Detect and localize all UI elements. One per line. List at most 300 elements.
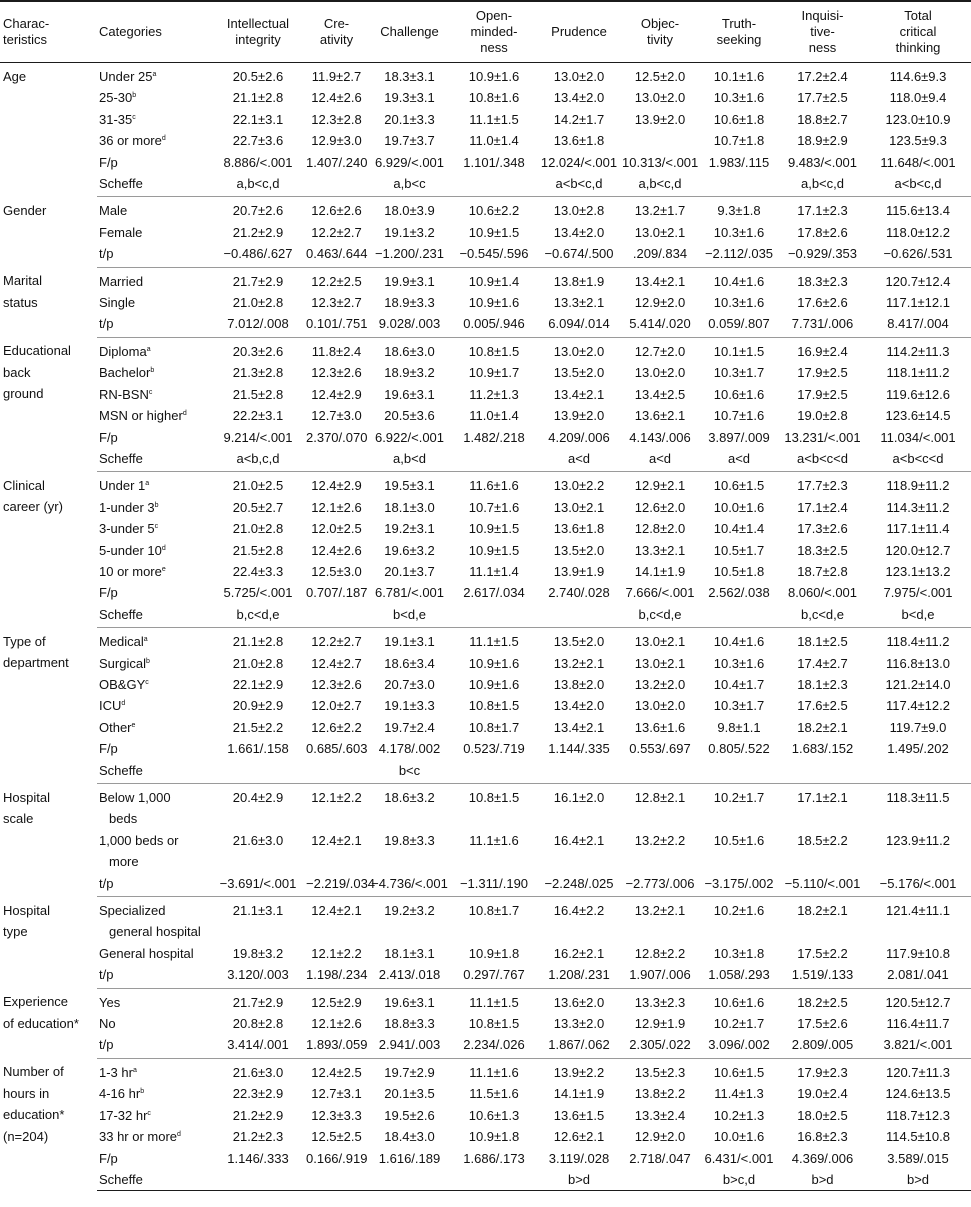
value-cell-truth-seeking: 10.5±1.6 [713,832,765,848]
value-cell-intellectual-integrity: 21.0±2.8 [232,295,284,311]
value-cell-intellectual-integrity: 5.725/<.001 [223,585,293,601]
value-cell-total-critical-thinking: 118.0±12.2 [885,224,950,240]
value-cell-truth-seeking: −3.175/.002 [698,873,780,897]
value-cell-challenge: 18.8±3.3 [384,1016,435,1032]
value-cell-total-critical-thinking: 124.6±13.5 [885,1086,951,1102]
value-cell-total-critical-thinking: 117.4±12.2 [885,698,950,714]
table-row [0,384,971,405]
category-label: 10 or more [99,563,162,579]
value-cell-objectivity: 13.0±2.0 [634,90,686,106]
table-row [0,427,971,448]
category-label: F/p [99,429,118,445]
table-row [0,784,971,830]
value-cell-creativity: 1.198/.234 [306,964,367,988]
value-cell-open-mindedness: 11.0±1.4 [469,133,519,149]
value-cell-intellectual-integrity: 9.214/<.001 [223,429,293,445]
value-cell-creativity: 12.1±2.6 [311,499,362,515]
category-superscript: c [145,678,149,686]
value-cell-intellectual-integrity: a,b<c,d [210,173,306,197]
category-label: F/p [99,585,118,601]
value-cell-open-mindedness: 10.8±1.6 [468,90,520,106]
value-cell-open-mindedness: 0.523/.719 [463,741,525,757]
value-cell-inquisitiveness: 18.9±2.9 [797,133,848,149]
category-cell [97,674,210,695]
value-cell-inquisitiveness: 8.060/<.001 [787,585,858,601]
category-label: Scheffe [99,450,143,466]
category-label: Scheffe [99,176,143,192]
value-cell-total-critical-thinking: 2.081/.041 [865,964,971,988]
value-cell-inquisitiveness: 16.8±2.3 [797,1129,848,1145]
value-cell-intellectual-integrity: 21.2±2.3 [232,1129,284,1145]
value-cell-prudence: 1.867/.062 [536,1034,622,1058]
header-intellectual-integrity: Intellectual integrity [210,1,306,63]
category-cell [97,472,210,497]
category-cell [97,582,210,603]
value-cell-open-mindedness: 11.1±1.5 [469,111,519,127]
value-cell-challenge: 19.1±3.1 [384,634,435,650]
value-cell-total-critical-thinking: 114.5±10.8 [885,1129,950,1145]
value-cell-total-critical-thinking: 120.0±12.7 [885,542,951,558]
value-cell-total-critical-thinking: 118.0±9.4 [889,90,947,106]
value-cell-truth-seeking: b>c,d [698,1169,780,1191]
value-cell-truth-seeking: 10.2±1.6 [713,903,765,919]
value-cell-challenge: a,b<c [367,173,452,197]
category-label: 1-under 3 [99,499,155,515]
category-label: Male [99,203,128,219]
value-cell-open-mindedness: 1.686/.173 [463,1150,525,1166]
value-cell-creativity: 12.4±2.1 [311,832,362,848]
table-row [0,717,971,738]
value-cell-truth-seeking: 11.4±1.3 [714,1086,764,1102]
category-label: RN-BSN [99,386,149,402]
value-cell-total-critical-thinking: 118.7±12.3 [885,1107,950,1123]
value-cell-total-critical-thinking: 8.417/.004 [865,313,971,337]
value-cell-objectivity: 13.3±2.1 [634,542,686,558]
table-row [0,87,971,108]
value-cell-objectivity [622,130,698,151]
value-cell-objectivity [622,760,698,784]
value-cell-objectivity: 7.666/<.001 [625,585,695,601]
value-cell-creativity: 12.7±3.1 [311,1086,362,1102]
value-cell-challenge: 18.1±3.0 [384,499,435,515]
table-row [0,628,971,653]
value-cell-open-mindedness: 10.9±1.5 [468,224,520,240]
value-cell-open-mindedness: 10.9±1.8 [468,945,520,961]
category-cell [97,337,210,362]
value-cell-challenge: 2.941/.003 [367,1034,452,1058]
value-cell-total-critical-thinking: 116.4±11.7 [886,1016,950,1032]
value-cell-total-critical-thinking: 119.6±12.6 [885,386,950,402]
value-cell-open-mindedness: 10.9±1.8 [468,1129,520,1145]
category-label: Scheffe [99,762,143,778]
value-cell-total-critical-thinking: 118.4±11.2 [886,634,950,650]
value-cell-intellectual-integrity: 21.5±2.2 [232,719,284,735]
value-cell-open-mindedness: 10.9±1.6 [468,69,520,84]
value-cell-truth-seeking: 10.0±1.6 [713,1129,765,1145]
table-row [0,222,971,243]
table-row [0,561,971,582]
value-cell-total-critical-thinking: 123.9±11.2 [885,832,950,848]
value-cell-objectivity: 14.1±1.9 [634,563,686,579]
value-cell-inquisitiveness: 17.6±2.6 [797,295,848,311]
value-cell-prudence: a<d [536,448,622,472]
table-body [0,63,971,1191]
value-cell-challenge: 19.3±3.1 [384,90,435,106]
value-cell-objectivity: 12.8±2.2 [634,945,686,961]
value-cell-creativity: 0.707/.187 [306,585,368,601]
table-row [0,738,971,759]
value-cell-truth-seeking: 10.4±1.6 [713,273,765,289]
value-cell-objectivity: 12.9±2.0 [634,1129,686,1145]
value-cell-total-critical-thinking: 117.9±10.8 [885,945,950,961]
value-cell-truth-seeking: 0.805/.522 [708,741,770,757]
value-cell-truth-seeking: a<d [698,448,780,472]
value-cell-truth-seeking: 10.7±1.6 [713,408,765,424]
value-cell-open-mindedness: 11.0±1.4 [469,408,519,424]
value-cell-challenge: −1.200/.231 [367,243,452,267]
category-cell [97,448,210,472]
value-cell-objectivity: 13.0±2.0 [634,365,686,381]
value-cell-truth-seeking: 9.3±1.8 [717,203,761,219]
value-cell-truth-seeking: 10.6±1.5 [713,1064,765,1080]
category-label: t/p [99,967,114,983]
value-cell-inquisitiveness: −0.929/.353 [780,243,865,267]
value-cell-prudence: 13.3±2.0 [553,1016,605,1032]
value-cell-intellectual-integrity [210,760,306,784]
value-cell-intellectual-integrity: 20.5±2.7 [232,499,284,515]
value-cell-objectivity: 4.143/.006 [629,429,691,445]
category-label: 5-under 10 [99,542,162,558]
value-cell-intellectual-integrity: 20.3±2.6 [232,343,284,359]
value-cell-open-mindedness: 10.8±1.7 [468,719,520,735]
value-cell-truth-seeking: 6.431/<.001 [704,1150,774,1166]
category-cell [97,540,210,561]
value-cell-creativity: 12.1±2.2 [311,790,362,805]
value-cell-objectivity: 0.553/.697 [629,741,691,757]
value-cell-challenge: 20.1±3.7 [384,563,435,579]
value-cell-truth-seeking: 3.096/.002 [698,1034,780,1058]
value-cell-truth-seeking: 10.3±1.8 [713,945,765,961]
table-row [0,405,971,426]
value-cell-creativity: 12.5±3.0 [311,563,362,579]
value-cell-objectivity: 13.0±2.1 [634,655,686,671]
value-cell-objectivity: 12.9±1.9 [634,1016,686,1032]
category-label: Bachelor [99,365,151,381]
value-cell-objectivity: a,b<c,d [622,173,698,197]
table-row [0,173,971,197]
value-cell-intellectual-integrity: 21.5±2.8 [232,542,284,558]
table-row [0,518,971,539]
category-label: Medical [99,634,144,650]
value-cell-prudence [536,760,622,784]
value-cell-challenge: 1.616/.189 [378,1150,441,1166]
value-cell-inquisitiveness: 17.9±2.5 [797,365,848,381]
value-cell-prudence: 13.4±2.0 [553,224,605,240]
table-row [0,109,971,130]
value-cell-intellectual-integrity: 21.0±2.5 [232,478,284,494]
category-superscript: d [177,1131,181,1139]
value-cell-inquisitiveness: −5.110/<.001 [780,873,865,897]
value-cell-objectivity: 13.2±2.0 [634,676,686,692]
table-row [0,337,971,362]
value-cell-creativity: 12.4±2.9 [311,386,362,402]
category-label: Below 1,000 beds [99,790,171,827]
category-cell [97,964,210,988]
value-cell-prudence: 16.4±2.2 [553,903,605,919]
value-cell-creativity: 12.4±2.7 [311,655,362,671]
value-cell-open-mindedness: 10.6±2.2 [468,203,520,219]
value-cell-total-critical-thinking: 123.5±9.3 [889,133,947,149]
value-cell-total-critical-thinking: 120.5±12.7 [885,994,951,1010]
value-cell-inquisitiveness: 2.809/.005 [780,1034,865,1058]
value-cell-open-mindedness [452,760,536,784]
value-cell-open-mindedness [452,173,536,197]
category-superscript: a [146,345,151,353]
value-cell-prudence: −2.248/.025 [536,873,622,897]
value-cell-prudence: 13.6±1.8 [553,521,605,537]
category-label: Under 1 [99,478,146,494]
table-row [0,760,971,784]
characteristic-label: Age [3,69,27,84]
value-cell-inquisitiveness: b,c<d,e [780,604,865,628]
value-cell-prudence: 13.9±2.0 [553,408,605,424]
value-cell-intellectual-integrity: 22.3±2.9 [232,1086,284,1102]
value-cell-inquisitiveness: 18.1±2.3 [797,676,848,692]
category-cell [97,197,210,222]
value-cell-total-critical-thinking: 118.1±11.2 [886,365,950,381]
value-cell-inquisitiveness: 17.5±2.6 [797,1016,848,1032]
category-cell [97,1013,210,1034]
value-cell-challenge: 18.6±3.0 [384,343,435,359]
category-superscript: a [143,636,148,644]
value-cell-prudence: 13.8±1.9 [553,273,605,289]
value-cell-objectivity: 12.7±2.0 [634,343,686,359]
header-creativity: Cre- ativity [306,1,367,63]
value-cell-objectivity: 13.4±2.5 [634,386,686,402]
characteristic-label: Clinical career (yr) [3,477,63,515]
value-cell-creativity: 0.101/.751 [306,313,367,337]
value-cell-prudence: 13.6±1.5 [553,1107,605,1123]
value-cell-intellectual-integrity: 1.146/.333 [227,1150,289,1166]
value-cell-objectivity: 13.6±2.1 [634,408,686,424]
value-cell-total-critical-thinking: 115.6±13.4 [885,203,950,219]
table-row [0,313,971,337]
value-cell-total-critical-thinking: 114.3±11.2 [886,499,950,515]
category-label: Married [99,273,144,289]
value-cell-inquisitiveness: 18.7±2.8 [797,563,848,579]
value-cell-prudence: 13.6±1.8 [553,133,605,149]
value-cell-total-critical-thinking: 118.9±11.2 [886,478,950,494]
value-cell-total-critical-thinking: 123.1±13.2 [885,563,951,579]
value-cell-truth-seeking: 10.2±1.3 [713,1107,765,1123]
value-cell-inquisitiveness: 18.8±2.7 [797,111,848,127]
value-cell-intellectual-integrity: 21.1±3.1 [232,903,284,919]
value-cell-inquisitiveness: 16.9±2.4 [797,343,848,359]
value-cell-inquisitiveness: 19.0±2.8 [797,408,848,424]
category-superscript: b [150,367,155,375]
table-row [0,497,971,518]
value-cell-inquisitiveness: 1.683/.152 [791,741,854,757]
value-cell-prudence: 13.0±2.0 [553,343,605,359]
value-cell-objectivity: 12.8±2.0 [634,521,686,537]
table-row [0,964,971,988]
value-cell-intellectual-integrity: 22.1±2.9 [232,676,284,692]
category-cell [97,784,210,830]
table-row [0,1058,971,1083]
value-cell-objectivity: −2.773/.006 [622,873,698,897]
value-cell-creativity: 12.1±2.2 [311,945,362,961]
table-row [0,830,971,873]
value-cell-intellectual-integrity: 22.7±3.6 [232,133,284,149]
value-cell-objectivity: 13.0±2.0 [634,698,686,714]
value-cell-open-mindedness: 2.617/.034 [463,585,525,601]
value-cell-creativity: 12.4±2.6 [311,90,362,106]
value-cell-inquisitiveness: 13.231/<.001 [784,429,861,445]
value-cell-prudence: 13.4±2.0 [553,90,605,106]
value-cell-inquisitiveness: 18.2±2.5 [797,994,848,1010]
category-superscript: c [154,523,159,531]
value-cell-inquisitiveness: 9.483/<.001 [787,154,858,170]
value-cell-intellectual-integrity: 20.7±2.6 [232,203,284,219]
value-cell-prudence: 1.144/.335 [548,741,610,757]
category-label: Surgical [99,655,146,671]
value-cell-creativity: −2.219/.034 [306,873,367,897]
value-cell-prudence: 2.740/.028 [548,585,610,601]
value-cell-prudence: 13.4±2.1 [553,719,605,735]
value-cell-intellectual-integrity: 22.4±3.3 [232,563,284,579]
value-cell-prudence [536,604,622,628]
value-cell-truth-seeking: 9.8±1.1 [717,719,761,735]
value-cell-inquisitiveness: 7.731/.006 [780,313,865,337]
value-cell-inquisitiveness: 18.1±2.5 [797,634,848,650]
value-cell-objectivity: 2.718/.047 [629,1150,691,1166]
value-cell-challenge: 19.9±3.1 [384,273,435,289]
value-cell-creativity: 12.5±2.5 [311,1129,362,1145]
value-cell-creativity: 12.4±2.1 [311,903,362,919]
header-open-mindedness: Open- minded- ness [452,1,536,63]
value-cell-creativity [306,448,367,472]
value-cell-intellectual-integrity: 21.6±3.0 [232,1064,284,1080]
value-cell-truth-seeking: 10.2±1.7 [713,790,765,805]
value-cell-challenge: b<d,e [367,604,452,628]
table-row [0,1105,971,1126]
category-label: MSN or higher [99,408,183,424]
header-truth-seeking: Truth- seeking [698,1,780,63]
value-cell-total-critical-thinking: 114.2±11.3 [886,343,950,359]
value-cell-challenge: 18.4±3.0 [384,1129,435,1145]
value-cell-challenge: 6.929/<.001 [374,154,445,170]
value-cell-open-mindedness: 10.6±1.3 [468,1107,520,1123]
category-superscript: a [152,71,157,78]
table-row [0,943,971,964]
value-cell-creativity: 12.0±2.7 [311,698,362,714]
value-cell-prudence: 13.5±2.0 [553,365,605,381]
value-cell-open-mindedness: 10.8±1.5 [468,790,520,805]
value-cell-inquisitiveness: 18.2±2.1 [797,719,848,735]
value-cell-objectivity: 13.0±2.1 [634,634,686,650]
value-cell-challenge: 18.0±3.9 [384,203,435,219]
category-superscript: e [161,565,166,573]
value-cell-objectivity: 12.9±2.1 [634,478,686,494]
value-cell-total-critical-thinking: −5.176/<.001 [865,873,971,897]
value-cell-inquisitiveness: 17.6±2.5 [797,698,848,714]
value-cell-total-critical-thinking: 123.0±10.9 [885,111,951,127]
value-cell-creativity: 12.3±2.6 [311,676,362,692]
characteristic-label: Experience of education* [3,994,79,1031]
value-cell-inquisitiveness: 18.3±2.5 [797,542,848,558]
value-cell-challenge: 6.781/<.001 [374,585,445,601]
value-cell-truth-seeking: 0.059/.807 [698,313,780,337]
category-cell [97,1169,210,1191]
value-cell-intellectual-integrity: 22.2±3.1 [232,408,284,424]
value-cell-creativity [306,604,367,628]
header-categories: Categories [97,1,210,63]
table-row [0,63,971,88]
value-cell-prudence: 14.2±1.7 [553,111,605,127]
table-row [0,362,971,383]
value-cell-challenge: 19.8±3.3 [384,832,435,848]
value-cell-intellectual-integrity: −0.486/.627 [210,243,306,267]
category-label: Female [99,224,143,240]
value-cell-inquisitiveness: 4.369/.006 [791,1150,854,1166]
value-cell-open-mindedness: 1.101/.348 [463,154,525,170]
value-cell-total-critical-thinking: 1.495/.202 [887,741,949,757]
category-cell [97,738,210,759]
value-cell-objectivity: 13.3±2.3 [634,994,686,1010]
value-cell-challenge: 19.6±3.1 [384,994,435,1010]
value-cell-inquisitiveness: 17.1±2.4 [797,499,848,515]
value-cell-prudence: 13.5±2.0 [553,542,605,558]
value-cell-objectivity: 12.6±2.0 [634,499,686,515]
category-cell [97,518,210,539]
value-cell-open-mindedness: 10.8±1.7 [468,903,520,919]
value-cell-challenge [367,1169,452,1191]
value-cell-intellectual-integrity: 3.414/.001 [210,1034,306,1058]
value-cell-open-mindedness: 0.297/.767 [452,964,536,988]
value-cell-challenge: 18.3±3.1 [384,69,435,84]
category-cell [97,384,210,405]
category-label: General hospital [99,945,194,961]
category-cell [97,897,210,943]
value-cell-challenge: 19.7±3.7 [384,133,435,149]
table-row [0,674,971,695]
value-cell-challenge: 4.178/.002 [378,741,441,757]
category-label: t/p [99,1037,114,1053]
value-cell-intellectual-integrity: 21.1±2.8 [232,90,284,106]
value-cell-truth-seeking: 10.3±1.7 [713,365,765,381]
value-cell-truth-seeking: 10.4±1.4 [713,521,765,537]
value-cell-objectivity: 10.313/<.001 [622,154,699,170]
value-cell-prudence: 13.8±2.0 [553,676,605,692]
table-row [0,695,971,716]
value-cell-objectivity: 13.2±1.7 [634,203,686,219]
value-cell-open-mindedness: 11.1±1.5 [469,634,519,650]
table-header [0,1,971,63]
value-cell-objectivity: 13.4±2.1 [634,273,686,289]
table-row [0,604,971,628]
value-cell-open-mindedness: −1.311/.190 [452,873,536,897]
category-cell [97,1058,210,1083]
value-cell-prudence: −0.674/.500 [536,243,622,267]
value-cell-total-critical-thinking: b>d [865,1169,971,1191]
value-cell-truth-seeking [698,760,780,784]
category-cell [97,63,210,88]
category-superscript: d [161,135,166,143]
value-cell-total-critical-thinking: 11.034/<.001 [880,429,956,445]
value-cell-total-critical-thinking: 121.2±14.0 [885,676,951,692]
value-cell-inquisitiveness: 17.2±2.4 [797,69,848,84]
category-label: OB&GY [99,676,146,692]
